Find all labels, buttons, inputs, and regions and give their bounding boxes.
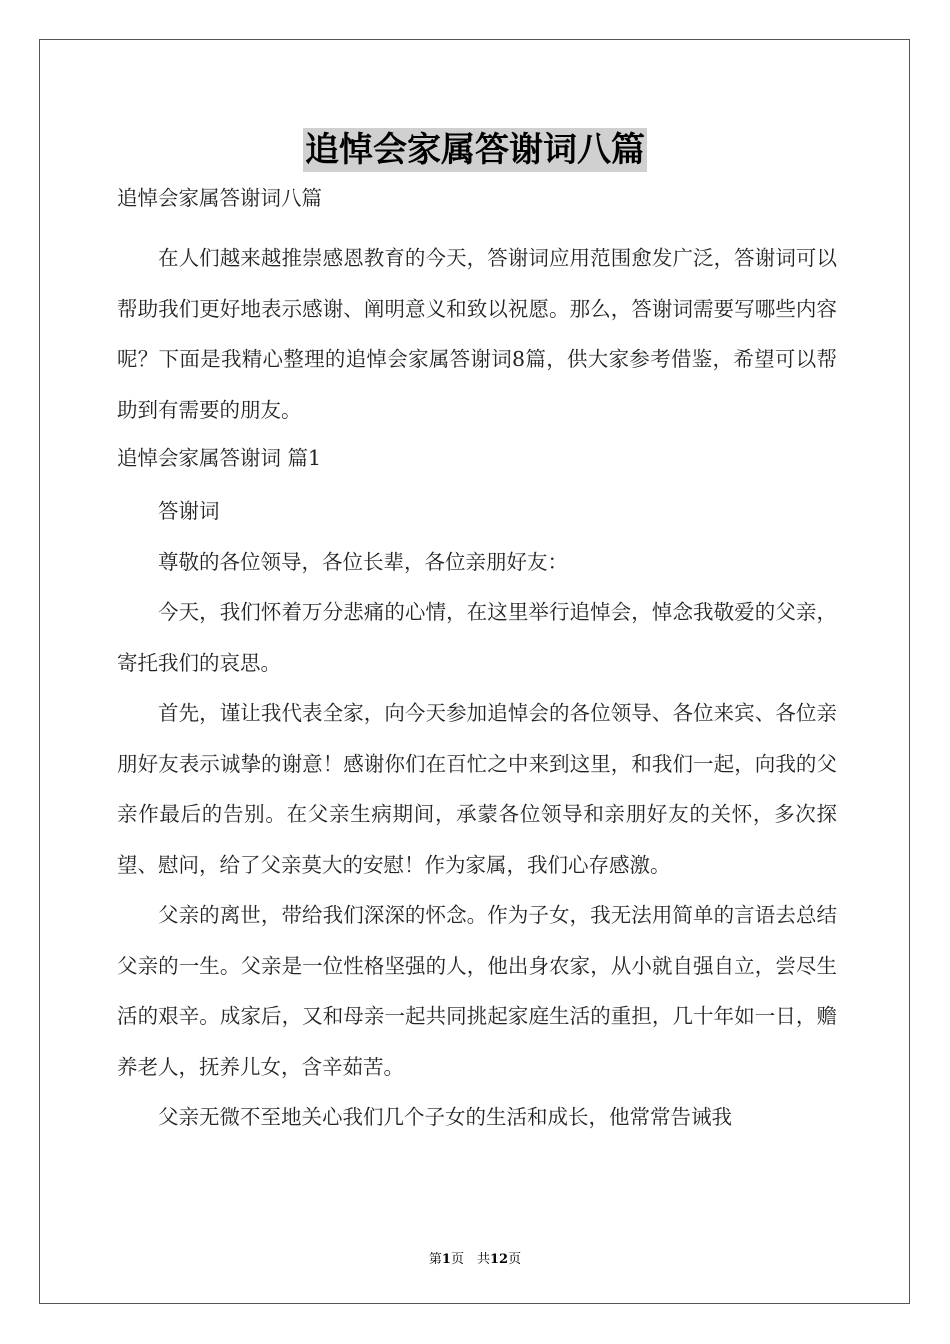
subtitle-line: 追悼会家属答谢词八篇 <box>117 186 322 210</box>
paragraph-salutation: 尊敬的各位领导，各位长辈，各位亲朋好友： <box>158 549 568 574</box>
paragraph-body: 今天，我们怀着万分悲痛的心情，在这里举行追悼会，悼念我敬爱的父亲，寄托我们的哀思。 <box>117 600 837 675</box>
total-page-count: 12 <box>489 1252 509 1267</box>
section-heading: 追悼会家属答谢词 篇1 <box>117 446 322 470</box>
footer-mid: 页 共 <box>450 1252 490 1267</box>
paragraph-heading: 答谢词 <box>158 499 220 523</box>
footer-prefix: 第 <box>428 1252 442 1267</box>
current-page-number: 1 <box>441 1252 451 1267</box>
title-container <box>0 128 950 172</box>
paragraph-body: 父亲无微不至地关心我们几个子女的生活和成长，他常常告诫我 <box>158 1105 732 1129</box>
paragraph-body: 首先，谨让我代表全家，向今天参加追悼会的各位领导、各位来宾、各位亲朋好友表示诚挚的谢意！感谢你们在百忙之中来到这里，和我们一起，向我的父亲作最后的告别。在父亲生病期间，承蒙各位领导和亲朋好友的关怀，多次探望、慰问，给了父亲莫大的安慰！作为家属，我们心存感激。 <box>117 701 837 877</box>
intro-paragraph: 在人们越来越推崇感恩教育的今天，答谢词应用范围愈发广泛，答谢词可以帮助我们更好地表示感谢、阐明意义和致以祝愿。那么，答谢词需要写哪些内容呢？下面是我精心整理的追悼会家属答谢词8篇，供大家参考借鉴，希望可以帮助到有需要的朋友。 <box>117 246 837 422</box>
footer-suffix: 页 <box>508 1252 522 1267</box>
paragraph-body: 父亲的离世，带给我们深深的怀念。作为子女，我无法用简单的言语去总结父亲的一生。父亲是一位性格坚强的人，他出身农家，从小就自强自立，尝尽生活的艰辛。成家后，又和母亲一起共同挑起家庭生活的重担，几十年如一日，赡养老人，抚养儿女，含辛茹苦。 <box>117 903 837 1079</box>
document-body <box>117 181 837 1143</box>
document-title: 追悼会家属答谢词八篇 <box>305 130 645 170</box>
page-footer <box>0 1248 950 1267</box>
